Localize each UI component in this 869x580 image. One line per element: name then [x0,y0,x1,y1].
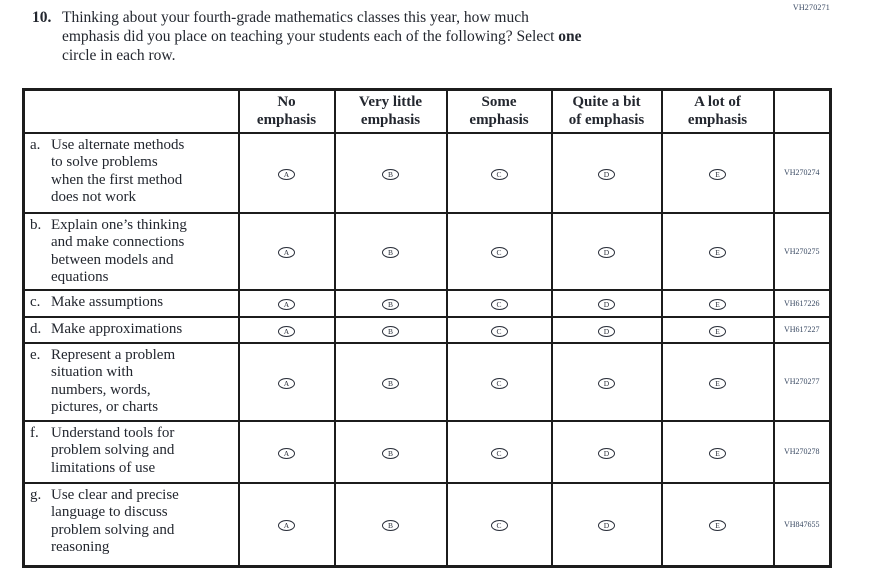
option-cell-e-E [662,343,774,421]
row-letter: a. [30,136,41,153]
row-code: VH270278 [774,421,831,483]
bubble-e-C[interactable]: C [491,378,508,389]
bubble-d-B[interactable]: B [382,326,399,337]
option-cell-b-A [239,213,335,290]
option-cell-f-B [335,421,447,483]
table-row-f [24,421,831,483]
option-cell-d-D [552,317,662,343]
row-letter: g. [30,486,42,503]
row-code: VH270274 [774,133,831,213]
bubble-d-C[interactable]: C [491,326,508,337]
column-header-2: Very little emphasis [335,90,447,133]
option-cell-c-E [662,290,774,317]
option-cell-d-B [335,317,447,343]
bubble-g-D[interactable]: D [598,520,615,531]
row-label-inner [30,487,236,557]
option-cell-g-E [662,483,774,567]
bubble-f-C[interactable]: C [491,448,508,459]
option-cell-e-C [447,343,552,421]
row-label-cell [24,343,239,421]
option-cell-b-B [335,213,447,290]
option-cell-g-B [335,483,447,567]
bubble-a-D[interactable]: D [598,169,615,180]
bubble-d-E[interactable]: E [709,326,726,337]
column-header-4: Quite a bit of emphasis [552,90,662,133]
bubble-a-E[interactable]: E [709,169,726,180]
option-cell-a-A [239,133,335,213]
row-label-cell [24,213,239,290]
code-column-header [774,90,831,133]
option-cell-c-B [335,290,447,317]
bubble-b-A[interactable]: A [278,247,295,258]
option-cell-g-C [447,483,552,567]
question-text [62,8,582,65]
row-label-inner [30,321,236,339]
table-row-e [24,343,831,421]
option-cell-b-D [552,213,662,290]
table-row-g [24,483,831,567]
question-line-2: emphasis did you place on teaching your students each of the following? Select [62,28,555,45]
table-row-d [24,317,831,343]
bubble-f-D[interactable]: D [598,448,615,459]
option-cell-f-E [662,421,774,483]
question-bold-word: one [558,28,582,45]
row-label-column-header [24,90,239,133]
bubble-e-D[interactable]: D [598,378,615,389]
question-number: 10. [32,9,52,26]
row-label-cell [24,421,239,483]
option-cell-g-A [239,483,335,567]
bubble-f-E[interactable]: E [709,448,726,459]
option-cell-a-D [552,133,662,213]
bubble-a-A[interactable]: A [278,169,295,180]
option-cell-c-C [447,290,552,317]
row-label-cell [24,133,239,213]
row-label-inner [30,425,236,478]
bubble-b-D[interactable]: D [598,247,615,258]
row-label: Make assumptions [51,293,164,310]
row-label: Understand tools for problem solving and limitations of use [51,424,175,476]
table-row-a [24,133,831,213]
column-header-5: A lot of emphasis [662,90,774,133]
row-label-cell [24,290,239,317]
column-header-1: No emphasis [239,90,335,133]
option-cell-d-E [662,317,774,343]
bubble-f-B[interactable]: B [382,448,399,459]
option-cell-c-D [552,290,662,317]
row-code: VH270275 [774,213,831,290]
bubble-b-B[interactable]: B [382,247,399,258]
question-line-1: Thinking about your fourth-grade mathematics classes this year, how much [62,9,529,26]
header-row [24,90,831,133]
option-cell-d-A [239,317,335,343]
row-letter: d. [30,320,42,337]
row-code: VH617226 [774,290,831,317]
row-label: Represent a problem situation with numbers, words, pictures, or charts [51,346,176,415]
row-letter: f. [30,424,39,441]
row-label: Use alternate methods to solve problems when the first method does not work [51,136,185,205]
row-label-inner [30,294,236,312]
bubble-a-C[interactable]: C [491,169,508,180]
option-cell-g-D [552,483,662,567]
bubble-g-C[interactable]: C [491,520,508,531]
bubble-c-A[interactable]: A [278,299,295,310]
option-cell-a-E [662,133,774,213]
bubble-g-E[interactable]: E [709,520,726,531]
option-cell-c-A [239,290,335,317]
bubble-e-A[interactable]: A [278,378,295,389]
question-line-3: circle in each row. [62,47,176,64]
bubble-e-B[interactable]: B [382,378,399,389]
bubble-d-A[interactable]: A [278,326,295,337]
bubble-b-C[interactable]: C [491,247,508,258]
bubble-c-B[interactable]: B [382,299,399,310]
row-label-cell [24,317,239,343]
row-label-inner [30,217,236,287]
row-label: Make approximations [51,320,183,337]
column-header-3: Some emphasis [447,90,552,133]
option-cell-b-C [447,213,552,290]
row-code: VH270277 [774,343,831,421]
row-label: Use clear and precise language to discuss problem solving and reasoning [51,486,179,555]
row-label-inner [30,137,236,207]
row-label-inner [30,347,236,417]
bubble-c-D[interactable]: D [598,299,615,310]
option-cell-f-D [552,421,662,483]
option-cell-b-E [662,213,774,290]
option-cell-e-B [335,343,447,421]
bubble-a-B[interactable]: B [382,169,399,180]
bubble-d-D[interactable]: D [598,326,615,337]
option-cell-d-C [447,317,552,343]
option-cell-a-C [447,133,552,213]
bubble-c-E[interactable]: E [709,299,726,310]
row-letter: c. [30,293,41,310]
bubble-b-E[interactable]: E [709,247,726,258]
bubble-g-B[interactable]: B [382,520,399,531]
form-code: VH270271 [792,3,830,12]
bubble-e-E[interactable]: E [709,378,726,389]
row-code: VH847655 [774,483,831,567]
row-code: VH617227 [774,317,831,343]
row-label-cell [24,483,239,567]
row-label: Explain one’s thinking and make connections between models and equations [51,216,187,285]
row-letter: e. [30,346,41,363]
table-row-c [24,290,831,317]
question-10 [32,8,582,65]
option-cell-e-A [239,343,335,421]
option-cell-e-D [552,343,662,421]
option-cell-f-A [239,421,335,483]
row-letter: b. [30,216,42,233]
bubble-g-A[interactable]: A [278,520,295,531]
table-body [24,133,831,567]
bubble-c-C[interactable]: C [491,299,508,310]
option-cell-a-B [335,133,447,213]
option-cell-f-C [447,421,552,483]
bubble-f-A[interactable]: A [278,448,295,459]
emphasis-grid-table [22,88,832,568]
table-row-b [24,213,831,290]
